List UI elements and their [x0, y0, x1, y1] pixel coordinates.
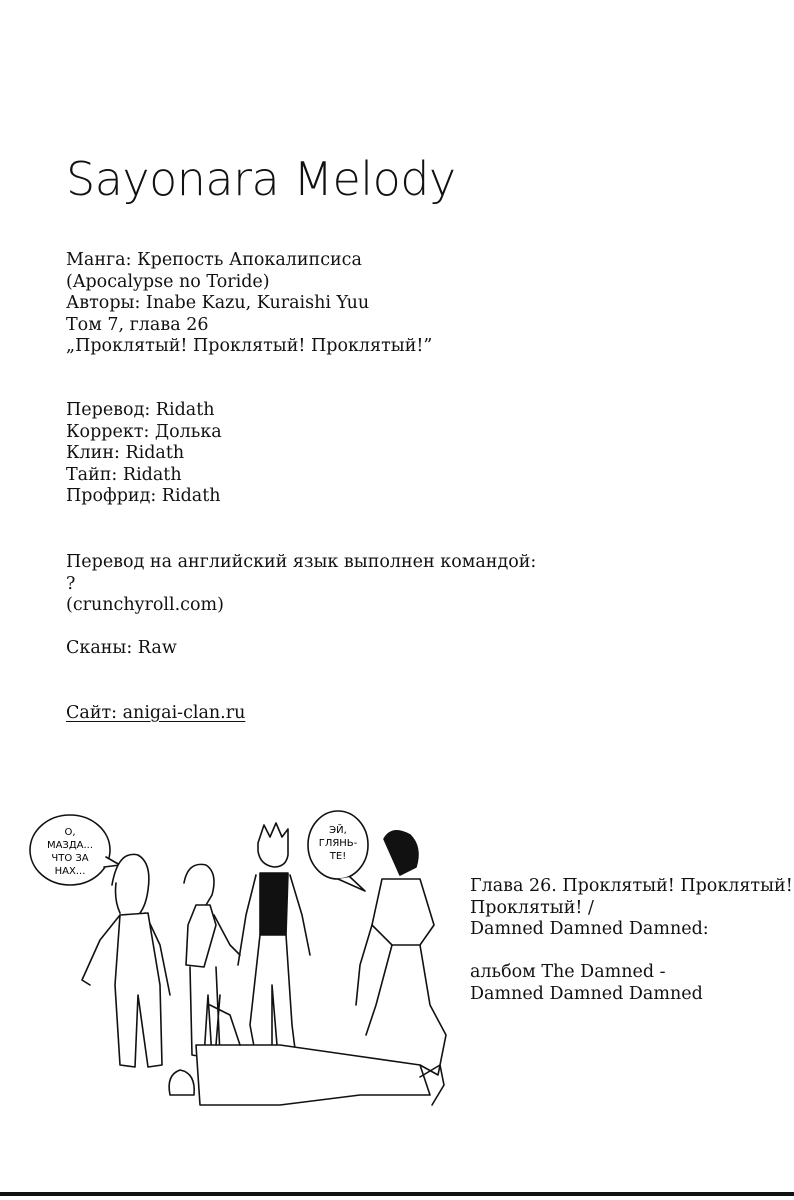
bubble-left-line2: МАЗДА... [46, 840, 94, 851]
bubble-left-line1: О, [64, 827, 76, 838]
english-line: Перевод на английский язык выполнен командой: [66, 552, 537, 572]
chapter-note-line5: Damned Damned Damned [470, 983, 703, 1004]
chapter-note-line2: Проклятый! / [470, 897, 594, 918]
chapter-title: „Проклятый! Проклятый! Проклятый!” [66, 336, 433, 356]
credit-translation: Перевод: Ridath [66, 400, 215, 420]
bubble-right-line3: ТЕ! [329, 851, 347, 862]
figure-short-hair [184, 864, 240, 1057]
credit-correction: Коррект: Долька [66, 421, 222, 442]
page-title: Sayonara Melody [66, 152, 456, 206]
bottom-border [0, 1192, 794, 1196]
manga-info [66, 250, 432, 358]
english-source: (crunchyroll.com) [66, 595, 224, 615]
figure-dark-hair [356, 831, 446, 1075]
credit-proofread: Профрид: Ridath [66, 486, 221, 506]
bubble-left-line4: НАХ... [54, 866, 86, 877]
credit-clean: Клин: Ridath [66, 443, 185, 463]
volume-chapter: Том 7, глава 26 [66, 314, 209, 335]
figure-spiky-hair [238, 823, 310, 1057]
english-translation-info [66, 552, 536, 617]
credits [66, 400, 222, 508]
site-link[interactable]: Сайт: anigai-clan.ru [66, 703, 246, 723]
bubble-left-line3: ЧТО ЗА [51, 853, 89, 864]
chapter-note-line3: Damned Damned Damned: [470, 919, 709, 939]
english-team: ? [66, 573, 76, 594]
manga-illustration [20, 795, 470, 1135]
chapter-note [470, 876, 793, 1005]
figure-lying-down [169, 995, 444, 1105]
original-title: (Apocalypse no Toride) [66, 271, 270, 292]
chapter-note-line1: Глава 26. Проклятый! Проклятый! [470, 876, 793, 896]
authors: Авторы: Inabe Kazu, Kuraishi Yuu [66, 293, 370, 313]
figure-long-hair [82, 854, 170, 1067]
bubble-right-line2: ГЛЯНЬ- [318, 838, 358, 849]
manga-name: Манга: Крепость Апокалипсиса [66, 250, 362, 270]
scans: Сканы: Raw [66, 638, 177, 658]
chapter-note-line4: альбом The Damned - [470, 962, 666, 982]
credit-typeset: Тайп: Ridath [66, 464, 182, 485]
bubble-right-line1: ЭЙ, [329, 825, 347, 836]
